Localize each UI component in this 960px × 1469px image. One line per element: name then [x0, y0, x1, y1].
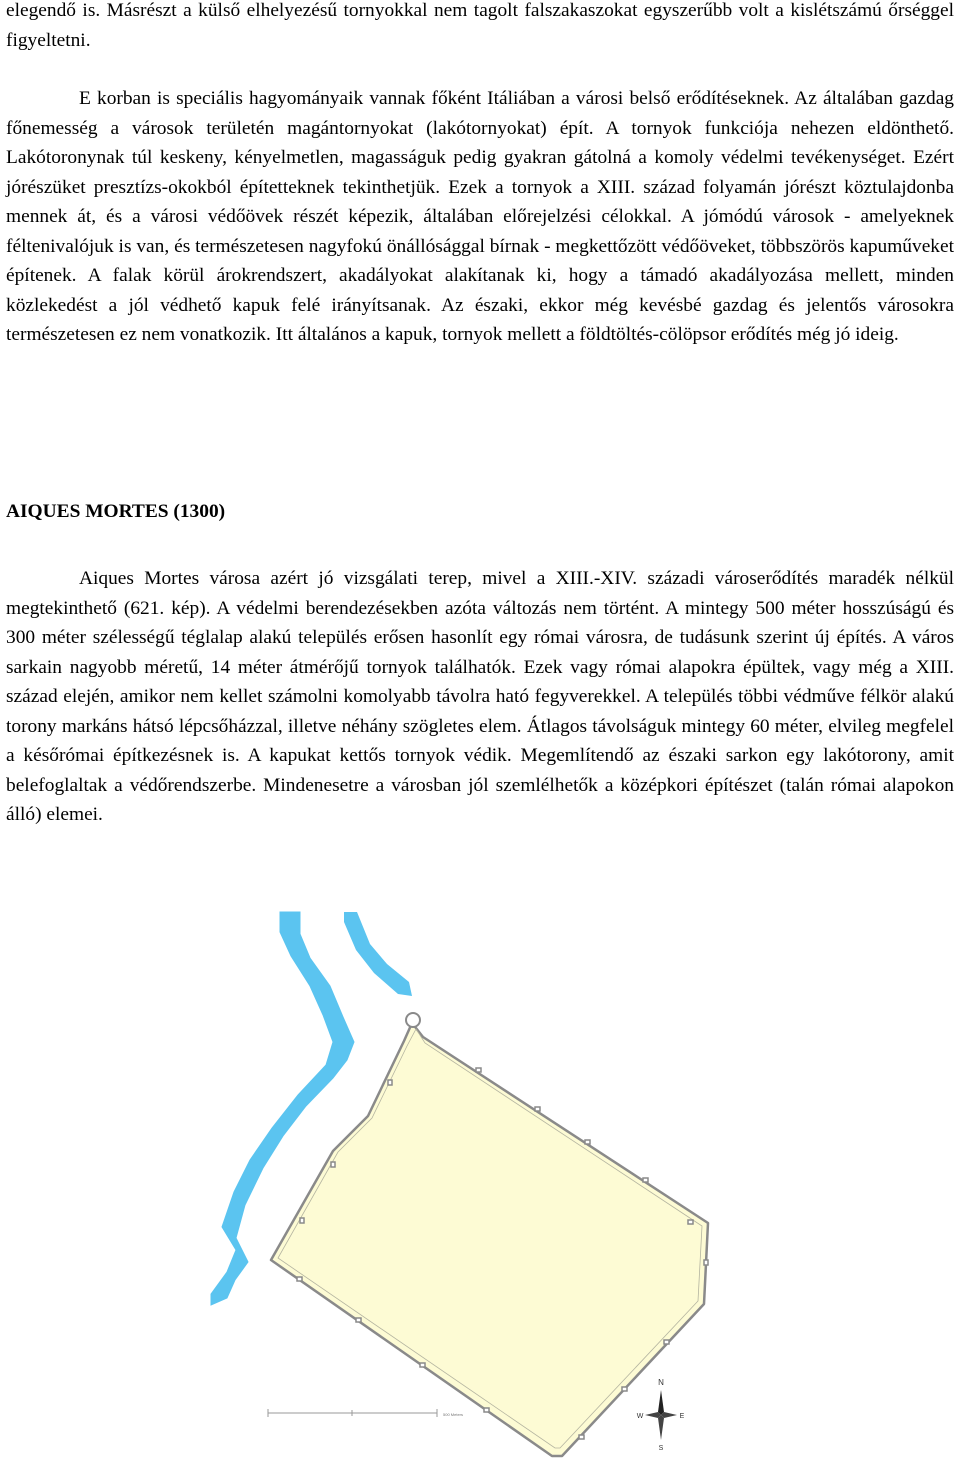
tower-ne-2 — [535, 1107, 540, 1111]
compass-needle-north — [658, 1390, 664, 1415]
compass-needle-east — [661, 1412, 677, 1418]
compass-west: W — [636, 1413, 644, 1420]
compass-needle-west — [645, 1412, 661, 1418]
tower-w-1 — [297, 1277, 302, 1281]
tower-ne-3 — [585, 1140, 590, 1144]
section-heading: AIQUES MORTES (1300) — [6, 501, 226, 522]
tower-nw-1 — [331, 1162, 335, 1167]
corner-tower-north — [406, 1013, 420, 1027]
tower-se-1 — [664, 1340, 669, 1344]
compass-north: N — [658, 1378, 664, 1387]
scale-bar — [268, 1409, 463, 1417]
compass-needle-south — [658, 1415, 664, 1440]
tower-e-2 — [704, 1260, 708, 1265]
tower-e-1 — [688, 1220, 693, 1224]
tower-sw-3 — [356, 1318, 361, 1322]
tower-nw-2 — [388, 1080, 392, 1085]
town-wall-outline — [271, 1023, 708, 1456]
waterway-branch — [344, 912, 412, 996]
tower-sw-1 — [484, 1408, 489, 1412]
paragraph-tower-functions: E korban is speciális hagyományaik vannak főként Itáliában a városi belső erődítéseknek. Az általában gazdag főnemesség a városok területén magántornyokat (lakótornyokat) épít. A tornyok funkciója nehezen eldönthető. Lakótoronynak túl keskeny, kényelmetlen, magasságuk pedig gyakran gátolná a komoly védelmi tevékenységet. Ezért jórészüket presztízs-okokból építetteknek tekinthetjük. Ezek a tornyok a XIII. század folyamán jórészt köztulajdonba mennek át, és a városi védőövek részét képezik, általában előrejelzési célokkal. A jómódú városok - amelyeknek féltenivalójuk is van, és természetesen nagyfokú önállósággal bírnak - megkettőzött védőöveket, többszörös kapuműveket építenek. A falak körül árokrendszert, akadályokat alakítanak ki, hogy a támadó akadályozása mellett, minden közlekedést a jól védhető kapuk felé irányítsanak. Az északi, ekkor még kevésbé gazdag és jelentős városokra természetesen ez nem vonatkozik. Itt általános a kapuk, tornyok mellett a földtöltés-cölöpsor erődítés még jó ideig. — [6, 88, 954, 345]
tower-sw-2 — [420, 1363, 425, 1367]
compass-rose — [637, 1378, 685, 1452]
tower-w-2 — [300, 1218, 304, 1223]
tower-ne-1 — [476, 1068, 481, 1072]
tower-se-3 — [579, 1435, 584, 1439]
compass-south: S — [658, 1445, 664, 1452]
town-plan-figure — [0, 900, 960, 1469]
paragraph-continuation: elegendő is. Másrészt a külső elhelyezésű tornyokkal nem tagolt falszakaszokat egyszerűbb volt a kislétszámú őrséggel figyeltetni. — [6, 0, 954, 51]
paragraph-aiques-mortes: Aiques Mortes városa azért jó vizsgálati terep, mivel a XIII.-XIV. századi városerődítés maradék nélkül megtekinthető (621. kép). A védelmi berendezésekben azóta változás nem történt. A mintegy 500 méter hosszúságú és 300 méter szélességű téglalap alakú település erősen hasonlít egy római városra, de tudásunk szerint új építés. A város sarkain nagyobb méretű, 14 méter átmérőjű tornyok találhatók. Ezek vagy római alapokra épültek, vagy még a XIII. század elején, amikor nem kellet számolni komolyabb távolra ható fegyverekkel. A település többi védműve félkör alakú torony markáns hátsó lépcsőházzal, illetve néhány szögletes elem. Átlagos távolságuk mintegy 60 méter, elvileg megfelel a későrómai építkezésnek is. A kapukat kettős tornyok védik. Megemlítendő az északi sarkon egy lakótorony, amit belefoglaltak a védőrendszerbe. Mindenesetre a városban jól szemlélhetők a középkori építészet (talán római alapokon álló) elemei. — [6, 568, 954, 825]
scale-label: 500 Meters — [443, 1412, 464, 1417]
tower-ne-4 — [643, 1178, 648, 1182]
compass-east: E — [679, 1413, 685, 1420]
town-plan-map — [0, 900, 960, 1469]
tower-se-2 — [622, 1387, 627, 1391]
